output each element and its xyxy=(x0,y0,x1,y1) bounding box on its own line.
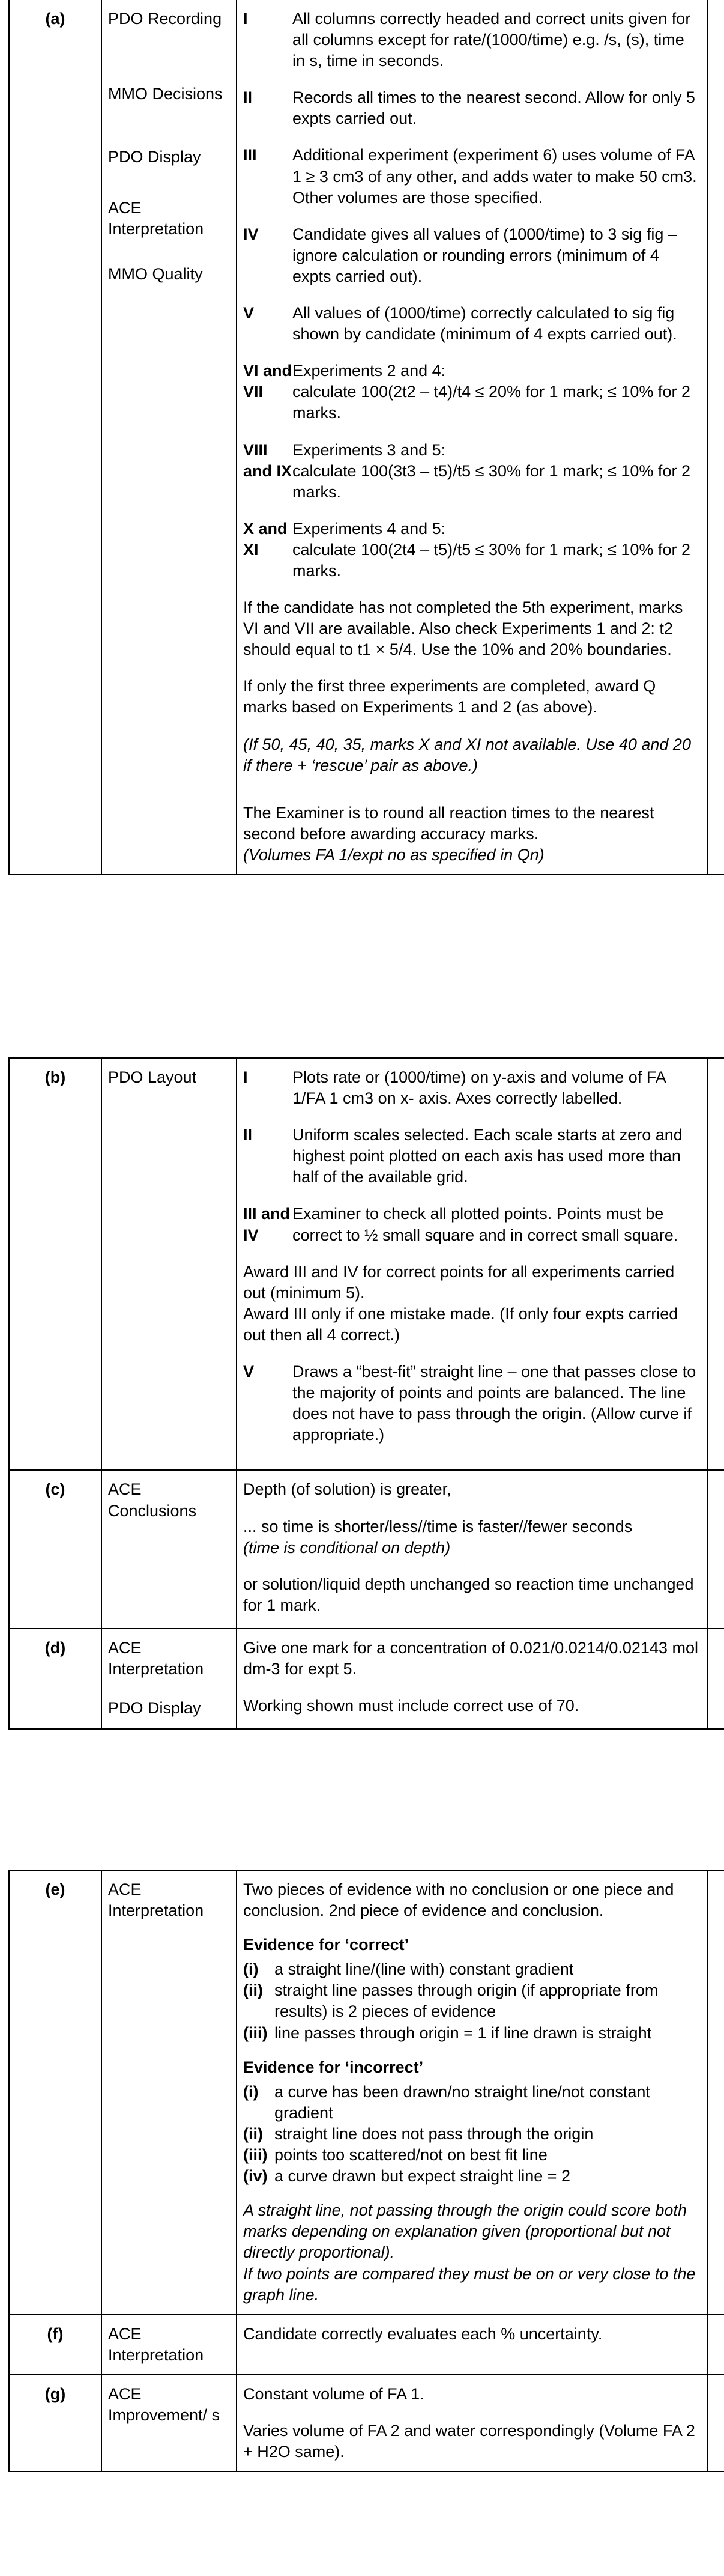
part-label: (a) xyxy=(9,0,101,875)
criterion-line: Candidate correctly evaluates each % uncertainty. xyxy=(243,2324,603,2343)
marks-column xyxy=(708,0,724,875)
criterion: V All values of (1000/time) correctly calculated to sig fig shown by candidate (minimum of 4 expts carried out). xyxy=(243,304,677,344)
marks-column xyxy=(708,1470,724,1628)
marking-criteria xyxy=(237,1058,708,1470)
skill-label: MMO Decisions xyxy=(108,85,223,103)
skill-column xyxy=(101,1870,237,2315)
skill-label: PDO Recording xyxy=(108,10,222,28)
skill-label: PDO Display xyxy=(108,1699,201,1718)
criterion: II Records all times to the nearest second. Allow for only 5 expts carried out. xyxy=(243,88,695,128)
part-label: (d) xyxy=(9,1629,101,1729)
marks-column xyxy=(708,2375,724,2471)
evidence-item: (i) a curve has been drawn/no straight line/not constant gradient xyxy=(243,2082,650,2122)
criterion-line: ... so time is shorter/less//time is faster//fewer seconds (time is conditional on depth) xyxy=(243,1517,633,1557)
criterion-line: Constant volume of FA 1. xyxy=(243,2384,424,2403)
note-paragraph: If only the first three experiments are completed, award Q marks based on Experiments 1 and 2 (as above). xyxy=(243,677,656,717)
criterion: IV Candidate gives all values of (1000/time) to 3 sig fig – ignore calculation or rounding errors (minimum of 4 expts carried out). xyxy=(243,225,677,285)
evidence-item: (i) a straight line/(line with) constant gradient xyxy=(243,1960,574,1979)
evidence-item: (iii) points too scattered/not on best fit line xyxy=(243,2146,548,2164)
evidence-item: (iii) line passes through origin = 1 if line drawn is straight xyxy=(243,2023,652,2042)
part-label: (e) xyxy=(9,1870,101,2315)
marking-criteria xyxy=(237,1470,708,1628)
part-label: (b) xyxy=(9,1058,101,1470)
criterion: X and XI Experiments 4 and 5: calculate 100(2t4 – t5)/t5 ≤ 30% for 1 mark; ≤ 10% for 2 marks. xyxy=(243,519,690,580)
evidence-item: (ii) straight line passes through origin (if appropriate from results) is 2 pieces of evidence xyxy=(243,1981,659,2021)
award-note: Award III and IV for correct points for all experiments carried out (minimum 5). xyxy=(243,1262,675,1302)
marking-criteria xyxy=(237,1870,708,2315)
criterion-line: Depth (of solution) is greater, xyxy=(243,1480,451,1499)
part-label: (c) xyxy=(9,1470,101,1628)
marks-column xyxy=(708,1058,724,1470)
criterion: VIII and IX Experiments 3 and 5: calculate 100(3t3 – t5)/t5 ≤ 30% for 1 mark; ≤ 10% for 2 marks. xyxy=(243,440,690,501)
criterion: VI and VII Experiments 2 and 4: calculate 100(2t2 – t4)/t4 ≤ 20% for 1 mark; ≤ 10% for 2 marks. xyxy=(243,362,690,422)
skill-column xyxy=(101,2375,237,2471)
marks-column xyxy=(708,1870,724,2315)
marks-column xyxy=(708,1629,724,1729)
skill-label: ACE Interpretation xyxy=(108,199,204,238)
note-paragraph: A straight line, not passing through the origin could score both marks depending on explanation given (proportional but not directly proportional). If two points are compared they must be on or very close to the graph line. xyxy=(243,2201,696,2304)
award-note: Award III only if one mistake made. (If only four expts carried out then all 4 correct.) xyxy=(243,1304,678,1344)
skill-label: ACE Improvement/ s xyxy=(108,2384,220,2424)
criterion-line: Working shown must include correct use of 70. xyxy=(243,1697,579,1715)
skill-column xyxy=(101,1058,237,1470)
skill-column xyxy=(101,0,237,875)
skill-label: PDO Display xyxy=(108,148,201,166)
skill-label: MMO Quality xyxy=(108,265,203,284)
part-label: (g) xyxy=(9,2375,101,2471)
skill-column xyxy=(101,2315,237,2375)
mark-scheme-table-bcd xyxy=(8,1057,724,1730)
criterion-line: Give one mark for a concentration of 0.021/0.0214/0.02143 mol dm-3 for expt 5. xyxy=(243,1638,698,1678)
skill-label: ACE Interpretation xyxy=(108,1880,204,1920)
marking-criteria xyxy=(237,2375,708,2471)
marking-criteria xyxy=(237,0,708,875)
evidence-item: (ii) straight line does not pass through the origin xyxy=(243,2124,594,2143)
criterion: V Draws a “best-fit” straight line – one that passes close to the majority of points and points are balanced. The line does not have to pass through the origin. (Allow curve if appropriate.) xyxy=(243,1362,696,1444)
marking-criteria xyxy=(237,1629,708,1729)
criterion-line: or solution/liquid depth unchanged so reaction time unchanged for 1 mark. xyxy=(243,1575,694,1614)
intro-text: Two pieces of evidence with no conclusion or one piece and conclusion. 2nd piece of evidence and conclusion. xyxy=(243,1880,674,1920)
skill-label: ACE Interpretation xyxy=(108,1638,204,1678)
part-label: (f) xyxy=(9,2315,101,2375)
skill-label: PDO Layout xyxy=(108,1068,197,1086)
skill-label: ACE Conclusions xyxy=(108,1480,197,1520)
mark-scheme-table-a xyxy=(8,0,724,875)
criterion-line: Varies volume of FA 2 and water correspondingly (Volume FA 2 + H2O same). xyxy=(243,2421,695,2461)
mark-scheme-table-efg xyxy=(8,1870,724,2472)
evidence-heading: Evidence for ‘incorrect’ xyxy=(243,2058,424,2076)
evidence-heading: Evidence for ‘correct’ xyxy=(243,1936,409,1954)
criterion: I Plots rate or (1000/time) on y-axis and volume of FA 1/FA 1 cm3 on x- axis. Axes correctly labelled. xyxy=(243,1068,666,1108)
evidence-item: (iv) a curve drawn but expect straight line = 2 xyxy=(243,2167,571,2186)
criterion: I All columns correctly headed and correct units given for all columns except for rate/(1000/time) e.g. /s, (s), time in s, time in seconds. xyxy=(243,10,691,70)
marks-column xyxy=(708,2315,724,2375)
criterion: III and IV Examiner to check all plotted points. Points must be correct to ½ small square and in correct small square. xyxy=(243,1204,678,1244)
skill-column xyxy=(101,1470,237,1628)
criterion: III Additional experiment (experiment 6) uses volume of FA 1 ≥ 3 cm3 of any other, and adds water to make 50 cm3. Other volumes are those specified. xyxy=(243,146,697,207)
note-paragraph: If the candidate has not completed the 5th experiment, marks VI and VII are available. Also check Experiments 1 and 2: t2 should equal to t1 × 5/4. Use the 10% and 20% boundaries. xyxy=(243,598,683,659)
skill-column xyxy=(101,1629,237,1729)
skill-label: ACE Interpretation xyxy=(108,2324,204,2364)
marking-criteria xyxy=(237,2315,708,2375)
note-paragraph: The Examiner is to round all reaction times to the nearest second before awarding accuracy marks. (Volumes FA 1/expt no as specified in Qn) xyxy=(243,803,654,864)
criterion: II Uniform scales selected. Each scale starts at zero and highest point plotted on each axis has used more than half of the available grid. xyxy=(243,1126,683,1186)
note-paragraph: (If 50, 45, 40, 35, marks X and XI not available. Use 40 and 20 if there + ‘rescue’ pair as above.) xyxy=(243,735,691,774)
